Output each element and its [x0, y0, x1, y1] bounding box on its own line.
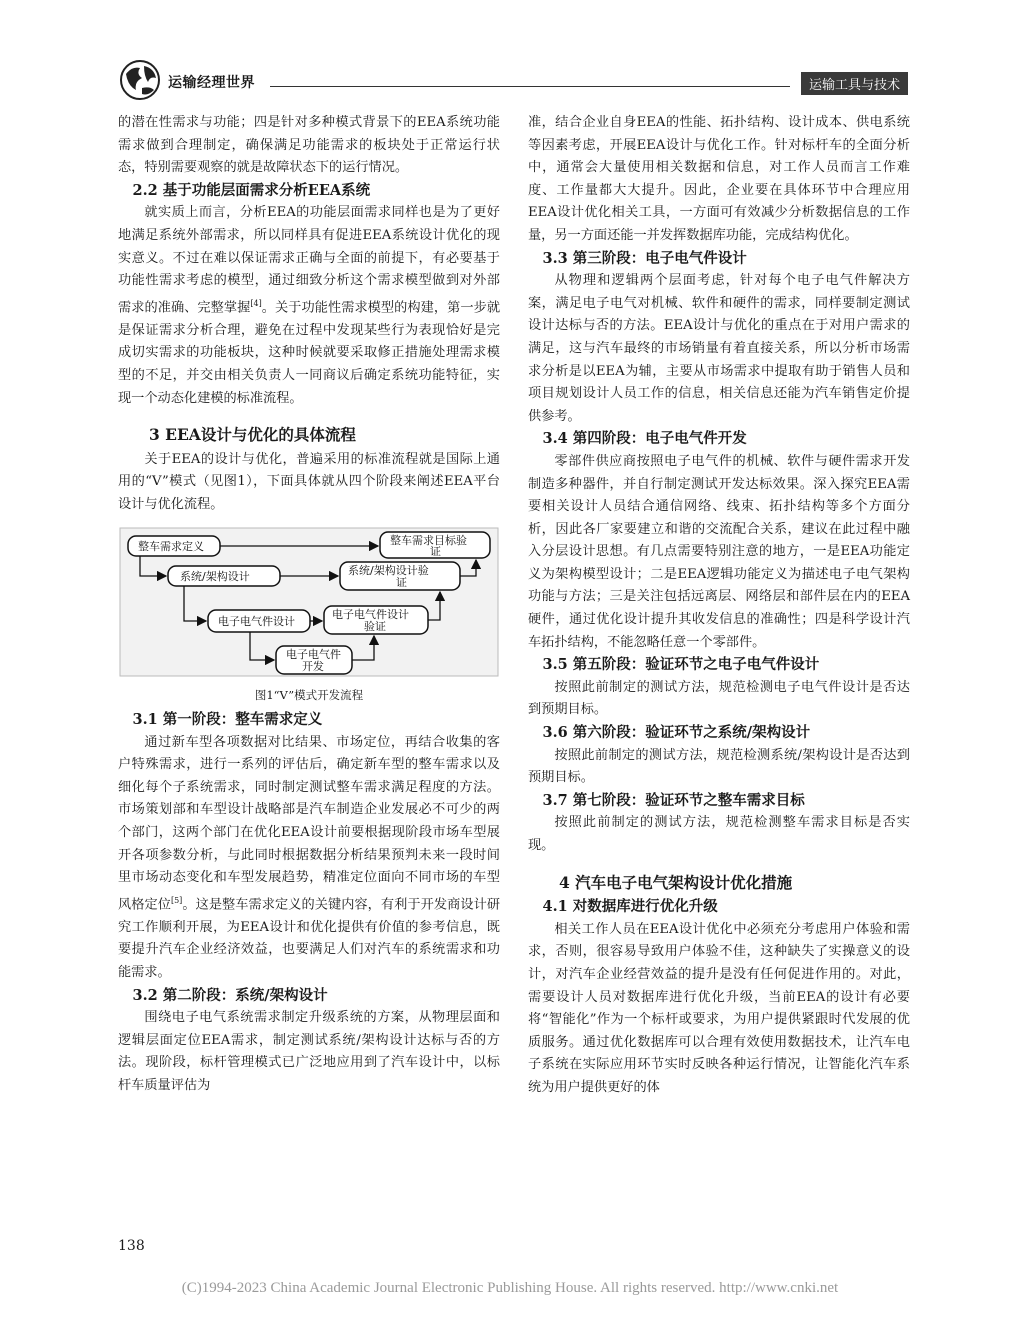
label-vehicle-verify-1: 整车需求目标验 — [390, 534, 467, 548]
paragraph: 通过新车型各项数据对比结果、市场定位，再结合收集的客户特殊需求，进行一系列的评估后，确定新车型的整车需求以及细化每个子系统需求，同时制定测试整车需求满足程度的方法。市场策划部和车型设计战略部是汽车制造企业发展必不可少的两个部门，这两个部门在优化EEA设计前要根据现阶段市场车型展开各项参数分析，与此同时根据数据分析结果预判未来一段时间里市场动态变化和车型发展趋势，精准定位面向不同市场的车型风格定位[5]。这是整车需求定义的关键内容，有利于开发商设计研究工作顺利开展，为EEA设计和优化提供有价值的参考信息，既要提升汽车企业经济效益，也要满足人们对汽车的系统需求和功能需求。 — [118, 734, 501, 980]
globe-logo-icon — [118, 58, 164, 102]
section-heading: 3.7 第七阶段：验证环节之整车需求目标 — [542, 791, 805, 809]
section-heading: 3.2 第二阶段：系统/架构设计 — [132, 986, 328, 1004]
page-header — [118, 58, 908, 102]
label-system-verify-2: 证 — [396, 576, 407, 590]
section-heading: 4.1 对数据库进行优化升级 — [542, 898, 718, 916]
citation: [4] — [250, 298, 262, 308]
section-heading: 2.2 基于功能层面需求分析EEA系统 — [132, 181, 371, 199]
paragraph: 相关工作人员在EEA设计优化中必须充分考虑用户体验和需求，否则，很容易导致用户体验不佳，这种缺失了实操意义的设计，对汽车企业经营效益的提升是没有任何促进作用的。对此，需要设计人员对数据库进行优化升级，当前EEA的设计有必要将“智能化”作为一个标杆或要求，为用户提供紧跟时代发展的优质服务。通过优化数据库可以合理有效使用数据技术，让汽车电子系统在实际应用环节实时反映各种运行情况，让智能化汽车系统为用户提供更好的体 — [528, 921, 910, 1095]
label-vehicle-req: 整车需求定义 — [138, 540, 204, 554]
v-model-diagram — [118, 524, 500, 680]
paragraph: 从物理和逻辑两个层面考虑，针对每个电子电气件解决方案，满足电子电气对机械、软件和硬件的需求，同样要制定测试设计达标与否的方法。EEA设计与优化的重点在于对用户需求的满足，这与汽车最终的市场销量有着直接关系，所以分析市场需求分析是以EEA为辅，主要从市场需求中提取有助于销售人员和项目规划设计人员工作的信息，相关信息还能为汽车销售定价提供参考。 — [528, 273, 910, 424]
figure-caption: 图1“V”模式开发流程 — [254, 688, 364, 703]
section-heading: 4 汽车电子电气架构设计优化措施 — [559, 872, 793, 892]
label-ee-design: 电子电气件设计 — [218, 615, 295, 629]
section-heading: 3.5 第五阶段：验证环节之电子电气件设计 — [542, 656, 820, 674]
paragraph: 围绕电子电气系统需求制定升级系统的方案，从物理层面和逻辑层面定位EEA需求，制定测试系统/架构设计达标与否的方法。现阶段，标杆管理模式已广泛地应用到了汽车设计中，以标杆车质量评估为 — [118, 1010, 500, 1093]
label-ee-dev-1: 电子电气件 — [286, 648, 341, 662]
copyright-footer: (C)1994-2023 China Academic Journal Electronic Publishing House. All rights reserved. http://www.cnki.net — [181, 1280, 839, 1296]
paragraph: 就实质上而言，分析EEA的功能层面需求同样也是为了更好地满足系统外部需求，所以同样具有促进EEA系统设计优化的现实意义。不过在难以保证需求正确与全面的前提下，有必要基于功能性需求考虑的模型，通过细致分析这个需求模型做到对外部需求的准确、完整掌握[4]。关于功能性需求模型的构建，第一步就是保证需求分析合理，避免在过程中发现某些行为表现恰好是完成切实需求的功能板块，这种时候就要采取修正措施处理需求模型的不足，并交由相关负责人一同商议后确定系统功能特征，实现一个动态化建模的标准流程。 — [118, 205, 501, 406]
paragraph: 准，结合企业自身EEA的性能、拓扑结构、设计成本、供电系统等因素考虑，开展EEA设计与优化工作。针对标杆车的全面分析中，通常会大量使用相关数据和信息，对工作人员而言工作难度、工作量都大大提升。因此，企业要在具体环节中合理应用EEA设计优化相关工具，一方面可有效减少分析数据信息的工作量，另一方面还能一并发挥数据库功能，完成结构优化。 — [528, 115, 910, 243]
label-ee-verify-1: 电子电气件设计 — [332, 608, 409, 622]
citation: [5] — [170, 895, 183, 905]
left-column — [118, 112, 500, 1098]
right-column — [528, 112, 910, 1100]
paragraph: 关于EEA的设计与优化，普遍采用的标准流程就是国际上通用的“V”模式（见图1），下面具体就从四个阶段来阐述EEA平台设计与优化流程。 — [118, 451, 500, 512]
paragraph: 的潜在性需求与功能；四是针对多种模式背景下的EEA系统功能需求做到合理制定，确保满足功能需求的板块处于正常运行状态，特别需要观察的就是故障状态下的运行情况。 — [118, 115, 500, 176]
section-heading: 3.6 第六阶段：验证环节之系统/架构设计 — [542, 724, 811, 742]
label-ee-dev-2: 开发 — [302, 660, 324, 674]
page-number: 138 — [118, 1238, 145, 1254]
paragraph: 按照此前制定的测试方法，规范检测系统/架构设计是否达到预期目标。 — [528, 747, 910, 786]
paragraph: 按照此前制定的测试方法，规范检测电子电气件设计是否达到预期目标。 — [528, 679, 910, 718]
section-heading: 3 EEA设计与优化的具体流程 — [149, 425, 356, 445]
paragraph: 零部件供应商按照电子电气件的机械、软件与硬件需求开发制造多种器件，并自行制定测试开发达标效果。深入探究EEA需要相关设计人员结合通信网络、线束、拓扑结构等多个方面分析，因此各厂家要建立和谐的交流配合关系，建议在此过程中融入分层设计思想。有几点需要特别注意的地方，一是EEA功能定义为架构模型设计；二是EEA逻辑功能定义为描述电子电气架构功能与方法；三是关注包括远离层、网络层和部件层在内的EEA硬件，通过优化设计提升其收发信息的准确性；四是科学设计汽车拓扑结构，不能忽略任意一个零部件。 — [528, 453, 910, 650]
journal-brand: 运输经理世界 — [168, 75, 255, 91]
label-system-design: 系统/架构设计 — [180, 570, 250, 584]
section-heading: 3.1 第一阶段：整车需求定义 — [132, 711, 323, 729]
v-model-svg — [118, 524, 500, 680]
label-system-verify-1: 系统/架构设计验 — [348, 564, 429, 578]
section-heading: 3.3 第三阶段：电子电气件设计 — [542, 249, 747, 267]
paragraph: 按照此前制定的测试方法，规范检测整车需求目标是否实现。 — [528, 815, 910, 853]
label-vehicle-verify-2: 证 — [430, 545, 441, 559]
section-tag: 运输工具与技术 — [801, 72, 908, 95]
label-ee-verify-2: 验证 — [364, 620, 386, 634]
section-heading: 3.4 第四阶段：电子电气件开发 — [542, 430, 747, 448]
header-rule — [270, 86, 790, 87]
